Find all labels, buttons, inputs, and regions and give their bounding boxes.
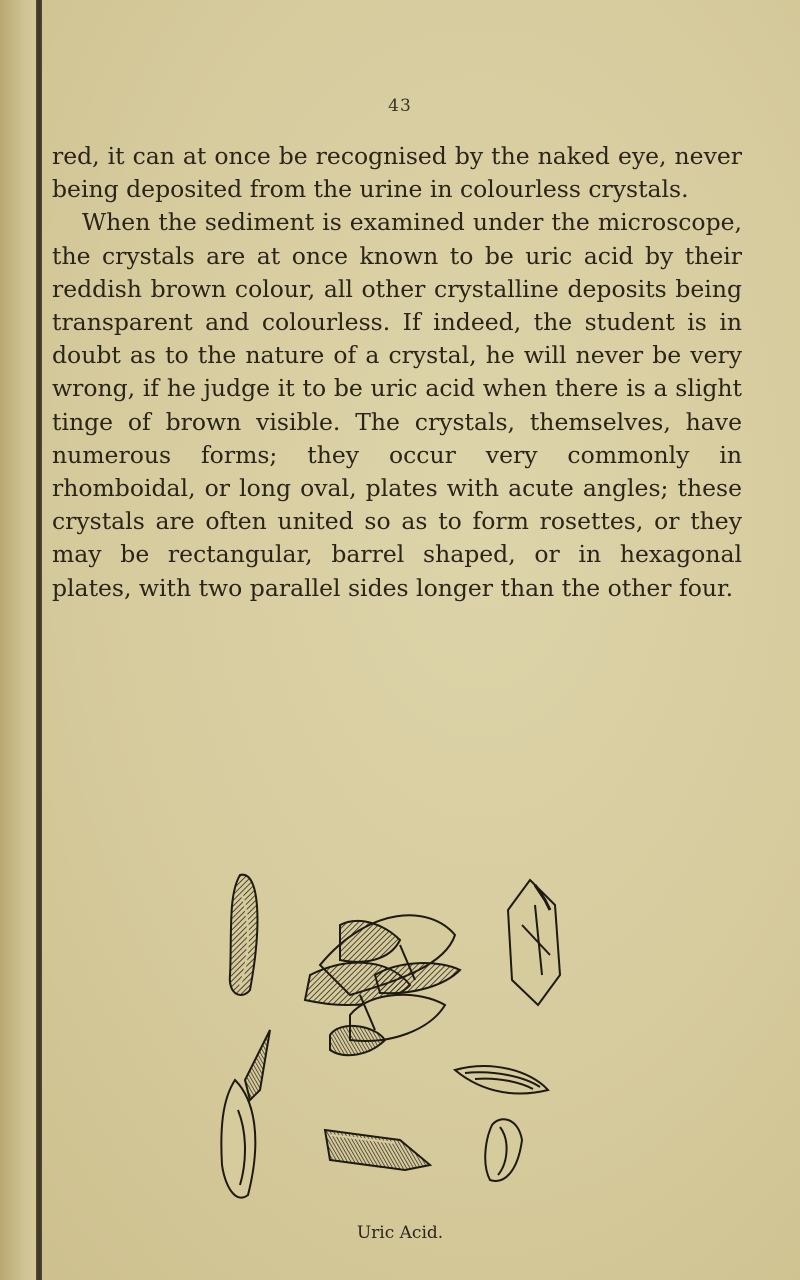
crystal-hexagon-right bbox=[508, 880, 560, 1005]
crystal-tall-oval-left bbox=[230, 875, 258, 995]
paragraph-1: red, it can at once be recognised by the naked eye, never being deposited from the urine in colourless crystals. bbox=[52, 142, 742, 204]
page-number: 43 bbox=[388, 96, 412, 116]
crystal-rectangular-plate bbox=[325, 1130, 430, 1170]
page-gutter bbox=[0, 0, 40, 1280]
crystal-small-barrel bbox=[485, 1119, 522, 1181]
binding-edge bbox=[36, 0, 42, 1280]
crystal-small-wedge bbox=[245, 1030, 270, 1100]
figure-caption: Uric Acid. bbox=[356, 1223, 444, 1243]
crystal-barrel-lower-right bbox=[455, 1066, 548, 1093]
crystal-rosette bbox=[305, 915, 460, 1055]
body-text bbox=[52, 140, 742, 605]
uric-acid-crystals-illustration bbox=[200, 865, 600, 1210]
paragraph-2: When the sediment is examined under the microscope, the crystals are at once known to be uric acid by their reddish brown colour, all other crystalline deposits being transparent and colourless. If indeed, the student is in doubt as to the nature of a crystal, he will never be very wrong, if he judge it to be uric acid when there is a slight tinge of brown visible. The crystals, themselves, have numerous forms; they occur very commonly in rhomboidal, or long oval, plates with acute angles; these crystals are often united so as to form rosettes, or they may be rectangular, barrel shaped, or in hexagonal plates, with two parallel sides longer than the other four. bbox=[52, 208, 742, 602]
